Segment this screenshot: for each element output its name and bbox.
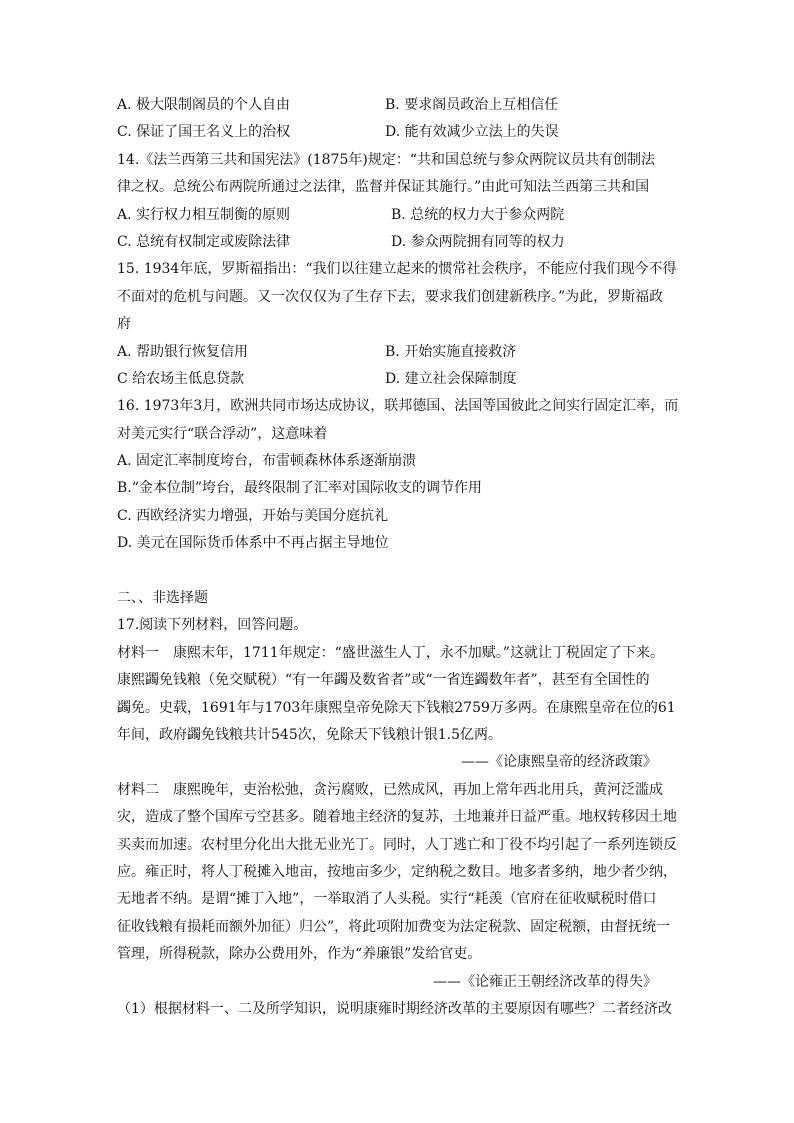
q13-option-c: C. 保证了国王名义上的治权 [117,124,291,141]
material-2-text-line-1: 康熙晚年，吏治松弛，贪污腐败，已然成风，再加上常年西北用兵，黄河泛滥成 [173,781,663,798]
q17-material-1-line-1 [117,640,679,667]
q13-option-b: B. 要求阁员政治上互相信任 [385,97,559,113]
q17-material-2-line-5: 无地者不纳。是谓“摊丁入地”，一举取消了人头税。实行“耗羡（官府在征收赋税时借口 [117,891,657,908]
q17-material-1-line-4: 年间，政府蠲免钱粮共计545次，免除天下钱粮计银1.5亿两。 [117,726,502,743]
q17-material-2-line-4: 应。雍正时，将人丁税摊入地亩，按地亩多少，定纳税之数目。地多者多纳，地少者少纳， [117,863,677,880]
q15-option-d: D. 建立社会保障制度 [385,370,517,387]
q17-material-2-line-1 [117,777,679,804]
q14-option-d: D. 参众两院拥有同等的权力 [391,233,565,250]
q17-material-1-line-2: 康熙蠲免钱粮（免交赋税）“有一年蠲及数省者”或“一省连蠲数年者”，甚至有全国性的 [117,672,650,689]
q17-material-2-line-7: 管理，所得税款，除办公费用外，作为“养廉银”发给官吏。 [117,946,482,963]
q17-material-2-line-2: 灾，造成了整个国库亏空甚多。随着地主经济的复苏，土地兼并日益严重。地权转移因土地 [117,809,677,826]
q13-option-d: D. 能有效减少立法上的失误 [385,124,559,141]
section-2-title: 二、、非选择题 [117,590,208,607]
q16-stem-line-2: 对美元实行“联合浮动”，这意味着 [117,425,328,442]
q15-stem-line-2: 不面对的危机与问题。又一次仅仅为了生存下去，要求我们创建新秩序。”为此，罗斯福政 [117,288,664,305]
q17-material-2-line-3: 买卖而加速。农村里分化出大批无业光丁。同时，人丁逃亡和丁役不均引起了一系列连锁反 [117,836,677,853]
q16-option-a: A. 固定汇率制度垮台，布雷顿森林体系逐渐崩溃 [117,453,417,470]
q13-options-row-1 [117,92,679,119]
q16-option-b: B.“金本位制”垮台，最终限制了汇率对国际收支的调节作用 [117,480,483,497]
q15-stem-line-1: 15. 1934年底，罗斯福指出：“我们以往建立起来的惯常社会秩序，不能应付我们现今不得 [117,261,677,278]
material-1-label: 材料一 [117,644,159,661]
q14-stem-line-2: 律之权。总统公布两院所通过之法律，监督并保证其施行。”由此可知法兰西第三共和国 [117,179,650,196]
q14-option-a: A. 实行权力相互制衡的原则 [117,206,291,223]
q15-stem-line-3: 府 [117,316,131,333]
q15-option-c: C 给农场主低息贷款 [117,370,245,387]
q16-stem-line-1: 16. 1973年3月，欧洲共同市场达成协议，联邦德国、法国等国彼此之间实行固定汇率，而 [117,398,679,415]
material-2-label: 材料二 [117,781,159,798]
q17-intro: 17.阅读下列材料，回答问题。 [117,617,308,634]
q15-options-row-1 [117,339,679,366]
q17-sub-question-1: （1）根据材料一、二及所学知识，说明康雍时期经济改革的主要原因有哪些？二者经济改 [117,1000,672,1017]
q15-options-row-2 [117,366,679,393]
exam-page [117,92,679,1023]
q13-options-row-2 [117,119,679,146]
q14-options-row-2 [117,229,679,256]
q17-material-2-line-6: 征收钱粮有损耗而额外加征）归公”，将此项附加费变为法定税款、固定税额，由督抚统一 [117,918,671,935]
material-1-source: ——《论康熙皇帝的经济政策》 [461,754,657,771]
q16-option-c: C. 西欧经济实力增强，开始与美国分庭抗礼 [117,507,389,524]
q14-option-c: C. 总统有权制定或废除法律 [117,233,291,250]
material-1-text-line-1: 康熙末年，1711年规定：“盛世滋生人丁，永不加赋。”这就让丁税固定了下来。 [173,644,664,661]
q13-option-a: A. 极大限制阁员的个人自由 [117,97,291,113]
section-spacer [117,558,679,585]
q14-options-row-1 [117,202,679,229]
q16-option-d: D. 美元在国际货币体系中不再占据主导地位 [117,535,389,552]
q14-stem-line-1: 14.《法兰西第三共和国宪法》(1875年)规定：“共和国总统与参众两院议员共有创制法 [117,151,655,168]
q17-material-1-line-3: 蠲免。史载，1691年与1703年康熙皇帝免除天下钱粮2759万多两。在康熙皇帝在位的61 [117,699,676,716]
q15-option-b: B. 开始实施直接救济 [385,343,517,360]
material-2-source: ——《论雍正王朝经济改革的得失》 [433,973,657,990]
q15-option-a: A. 帮助银行恢复信用 [117,343,249,360]
q14-option-b: B. 总统的权力大于参众两院 [391,206,565,223]
